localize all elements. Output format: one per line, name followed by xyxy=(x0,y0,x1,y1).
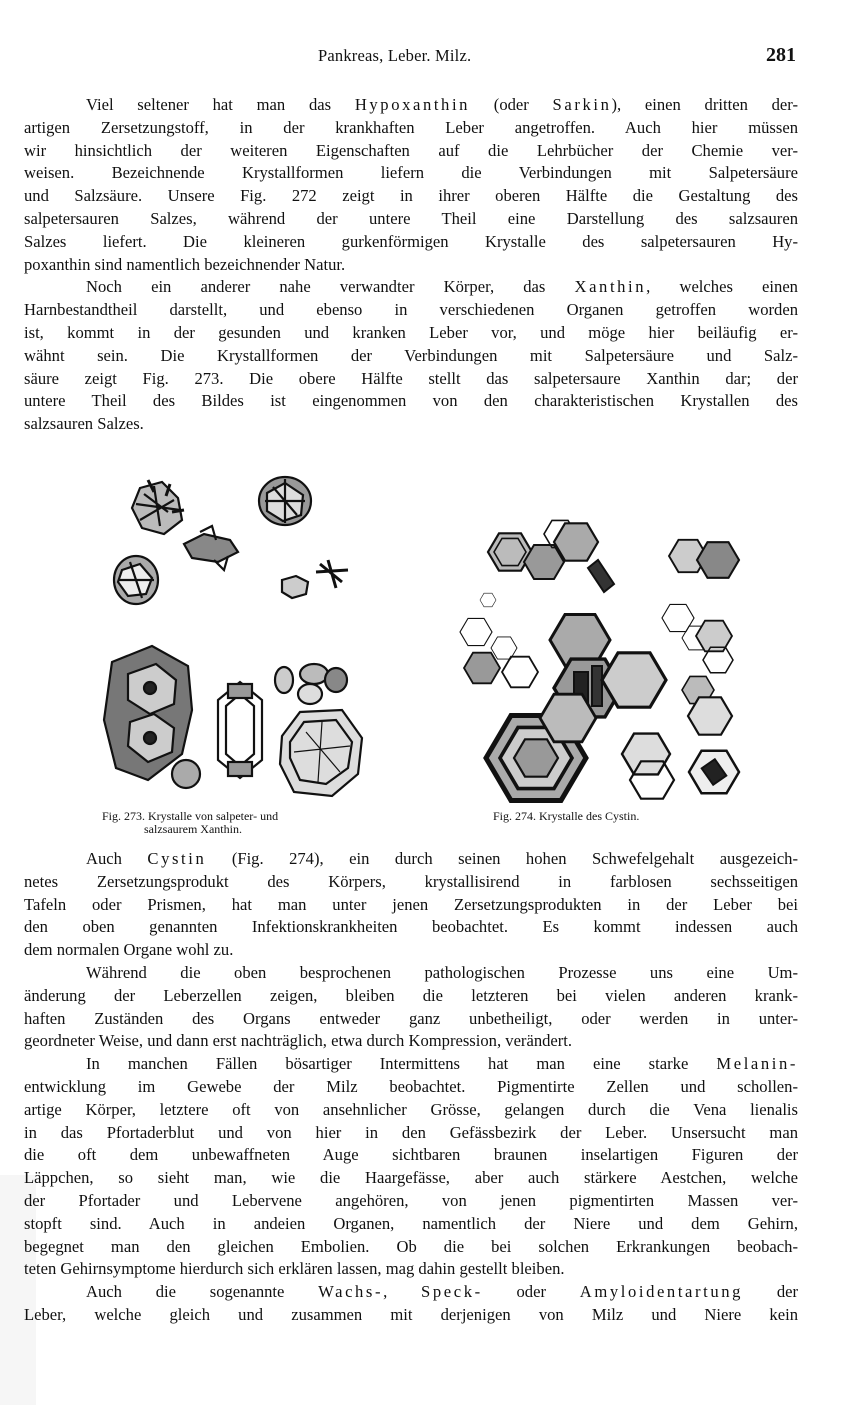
text-run: ist, kommt in der gesunden und kranken Leber vor, und möge hier beiläufig er- xyxy=(24,322,798,342)
running-title: Pankreas, Leber. Milz. xyxy=(318,46,472,65)
paragraph xyxy=(24,848,798,962)
text-run: Tafeln oder Prismen, hat man unter jenen Zersetzungsprodukten in der Leber bei xyxy=(24,894,798,914)
text-run: netes Zersetzungsprodukt des Körpers, krystallisirend in farblosen sechsseitigen xyxy=(24,871,798,891)
text-line xyxy=(24,413,798,436)
text-line xyxy=(24,140,798,163)
stacked-hexagon-cluster xyxy=(104,646,200,788)
text-run: der xyxy=(743,1282,799,1302)
text-line xyxy=(24,299,798,322)
large-concentric-hexagon xyxy=(486,694,596,800)
page-header xyxy=(0,46,860,76)
figure-273-caption-line1: Fig. 273. Krystalle von salpeter- und xyxy=(102,809,279,823)
text-line xyxy=(24,1236,798,1259)
text-run: Auch die sogenannte xyxy=(86,1282,319,1302)
round-rosette-crystal xyxy=(114,556,158,604)
text-run: der Pfortader und Lebervene angehören, von jenen pigmentirten Massen ver- xyxy=(24,1190,798,1210)
text-line xyxy=(24,1008,798,1031)
text-run: Während die oben besprochenen pathologischen Prozesse uns eine Um- xyxy=(86,962,798,982)
text-run: entwicklung im Gewebe der Milz beobachtet. Pigmentirte Zellen und schollen- xyxy=(24,1076,798,1096)
text-line xyxy=(24,1258,798,1281)
text-line xyxy=(24,1144,798,1167)
text-run: stopft sind. Auch in andeien Organen, namentlich der Niere und dem Gehirn, xyxy=(24,1213,798,1233)
twin-crystal xyxy=(184,526,238,570)
page-number: 281 xyxy=(766,44,796,66)
text-run: begegnet man den gleichen Embolien. Ob die bei solchen Erkrankungen beobach- xyxy=(24,1236,798,1256)
large-hexagonal-plate xyxy=(280,710,362,796)
text-block-top xyxy=(24,94,798,436)
text-line xyxy=(24,985,798,1008)
text-line xyxy=(24,208,798,231)
text-line xyxy=(24,1053,798,1076)
text-run: in das Pfortaderblut und von hier in den Gefässbezirk der Leber. Unsersucht man xyxy=(24,1122,798,1142)
emphasized-term: Hypoxanthin xyxy=(354,95,471,114)
text-line xyxy=(24,322,798,345)
round-rosette-crystal xyxy=(259,477,311,525)
text-run: In manchen Fällen bösartiger Intermittens hat man eine starke xyxy=(86,1054,717,1074)
figure-274-cystine-crystals xyxy=(448,500,748,805)
figure-274-caption-line1: Fig. 274. Krystalle des Cystin. xyxy=(493,809,640,823)
figure-273-caption-line2: salzsaurem Xanthin. xyxy=(144,822,242,836)
text-run: wähnt sein. Die Krystallformen der Verbindungen mit Salpetersäure und Salz- xyxy=(24,345,798,365)
text-run: artige Körper, letztere oft von ansehnlicher Grösse, gelangen durch die Vena lienalis xyxy=(24,1099,798,1119)
text-run: änderung der Leberzellen zeigen, bleiben die letzteren bei vielen anderen krank- xyxy=(24,985,798,1005)
emphasized-term: Xanthin xyxy=(574,277,647,297)
cystine-hexagonal-crystals-illustration xyxy=(448,500,748,805)
text-run: die oft dem unbewaffneten Auge sichtbaren braunen inselartigen Figuren der xyxy=(24,1145,798,1165)
hexagon-cluster-top xyxy=(488,520,614,592)
text-line xyxy=(24,1076,798,1099)
text-line xyxy=(24,871,798,894)
text-run: Leber, welche gleich und zusammen mit derjenigen von Milz und Niere kein xyxy=(24,1304,798,1324)
text-run: salpetersauren Salzes, während der untere Theil eine Darstellung des salzsauren xyxy=(24,208,798,228)
text-line xyxy=(24,254,798,277)
text-run: Harnbestandtheil darstellt, und ebenso in verschiedenen Organen getroffen worden xyxy=(24,300,798,320)
text-run: ), einen dritten der- xyxy=(611,95,798,114)
text-line xyxy=(24,1030,798,1053)
text-run: artigen Zersetzungstoff, in der krankhaften Leber angetroffen. Auch hier müssen xyxy=(24,117,798,137)
text-run: Viel seltener hat man das xyxy=(86,95,355,114)
text-line xyxy=(24,117,798,140)
hexagon-with-inclusion xyxy=(689,751,739,794)
figure-273-caption xyxy=(102,810,278,836)
text-line xyxy=(24,368,798,391)
text-run: geordneter Weise, und dann erst nachträglich, etwa durch Kompression, verändert. xyxy=(24,1031,573,1051)
thin-hexagons-left xyxy=(460,593,538,687)
paragraph xyxy=(24,1281,798,1327)
text-line xyxy=(24,276,798,299)
text-line xyxy=(24,1122,798,1145)
hexagon-pair-bottom xyxy=(622,734,674,799)
thin-hexagons-right xyxy=(662,604,733,734)
text-block-bottom xyxy=(24,848,798,1327)
paragraph xyxy=(24,1053,798,1281)
emphasized-term: Melanin- xyxy=(716,1054,798,1074)
text-run: untere Theil des Bildes ist eingenommen von den charakteristischen Krystallen des xyxy=(24,391,798,411)
figure-273-xanthin-crystals xyxy=(100,468,370,804)
xanthin-crystals-illustration xyxy=(100,468,370,804)
text-line xyxy=(24,390,798,413)
small-twin-crystal xyxy=(282,576,308,598)
emphasized-term: Speck- xyxy=(421,1282,483,1302)
text-line xyxy=(24,848,798,871)
text-run: weisen. Bezeichnende Krystallformen liefern die Verbindungen mit Salpetersäure xyxy=(24,163,798,183)
text-run: Auch xyxy=(86,849,148,868)
text-line xyxy=(24,1281,798,1304)
text-run: Salzes liefert. Die kleineren gurkenförmigen Krystalle des salpetersauren Hy- xyxy=(24,231,798,251)
figure-274-caption xyxy=(493,810,639,823)
emphasized-term: Cystin xyxy=(147,849,207,868)
text-run: wir hinsichtlich der weiteren Eigenschaften auf die Lehrbücher der Chemie ver- xyxy=(24,140,798,160)
text-line xyxy=(24,94,798,117)
emphasized-term: Sarkin xyxy=(552,95,612,114)
text-run: säure zeigt Fig. 273. Die obere Hälfte stellt das salpetersaure Xanthin dar; der xyxy=(24,368,798,388)
text-run: und Salzsäure. Unsere Fig. 272 zeigt in ihrer oberen Hälfte die Gestaltung des xyxy=(24,186,798,206)
small-ovoid-crystals xyxy=(275,664,347,704)
paragraph xyxy=(24,962,798,1053)
text-run: dem normalen Organe wohl zu. xyxy=(24,940,234,960)
text-line xyxy=(24,1190,798,1213)
text-line xyxy=(24,345,798,368)
text-line xyxy=(24,962,798,985)
text-run: poxanthin sind namentlich bezeichnender Natur. xyxy=(24,254,346,274)
text-line xyxy=(24,231,798,254)
paragraph xyxy=(24,276,798,436)
text-run: salzsauren Salzes. xyxy=(24,414,144,434)
text-line xyxy=(24,894,798,917)
text-run: haften Zuständen des Organs entweder ganz unbetheiligt, oder werden in unter- xyxy=(24,1008,798,1028)
emphasized-term: Wachs- xyxy=(318,1282,384,1302)
hexagon-pair-top-right xyxy=(669,540,739,578)
text-run: Noch ein anderer nahe verwandter Körper, das xyxy=(86,277,575,297)
emphasized-term: Amyloidentartung xyxy=(579,1282,744,1302)
text-run: , xyxy=(383,1282,422,1302)
text-line xyxy=(24,1167,798,1190)
text-line xyxy=(24,1099,798,1122)
small-cross-crystal xyxy=(316,560,348,588)
text-run: (oder xyxy=(470,95,553,114)
text-run: teten Gehirnsymptome hierdurch sich erklären lassen, mag dahin gestellt bleiben. xyxy=(24,1259,565,1279)
text-run: oder xyxy=(482,1282,580,1302)
text-run: , welches einen xyxy=(646,277,798,297)
rosette-crystal xyxy=(132,480,184,534)
text-line xyxy=(24,1213,798,1236)
text-line xyxy=(24,939,798,962)
text-run: (Fig. 274), ein durch seinen hohen Schwefelgehalt ausgezeich- xyxy=(206,849,799,868)
text-line xyxy=(24,1304,798,1327)
text-line xyxy=(24,185,798,208)
text-run: den oben genannten Infektionskrankheiten beobachtet. Es kommt indessen auch xyxy=(24,917,798,937)
text-line xyxy=(24,162,798,185)
hexagonal-frame-crystal xyxy=(218,682,262,778)
text-line xyxy=(24,916,798,939)
paragraph xyxy=(24,94,798,276)
text-run: Läppchen, so sieht man, wie die Haargefässe, aber auch stärkere Aestchen, welche xyxy=(24,1168,798,1188)
